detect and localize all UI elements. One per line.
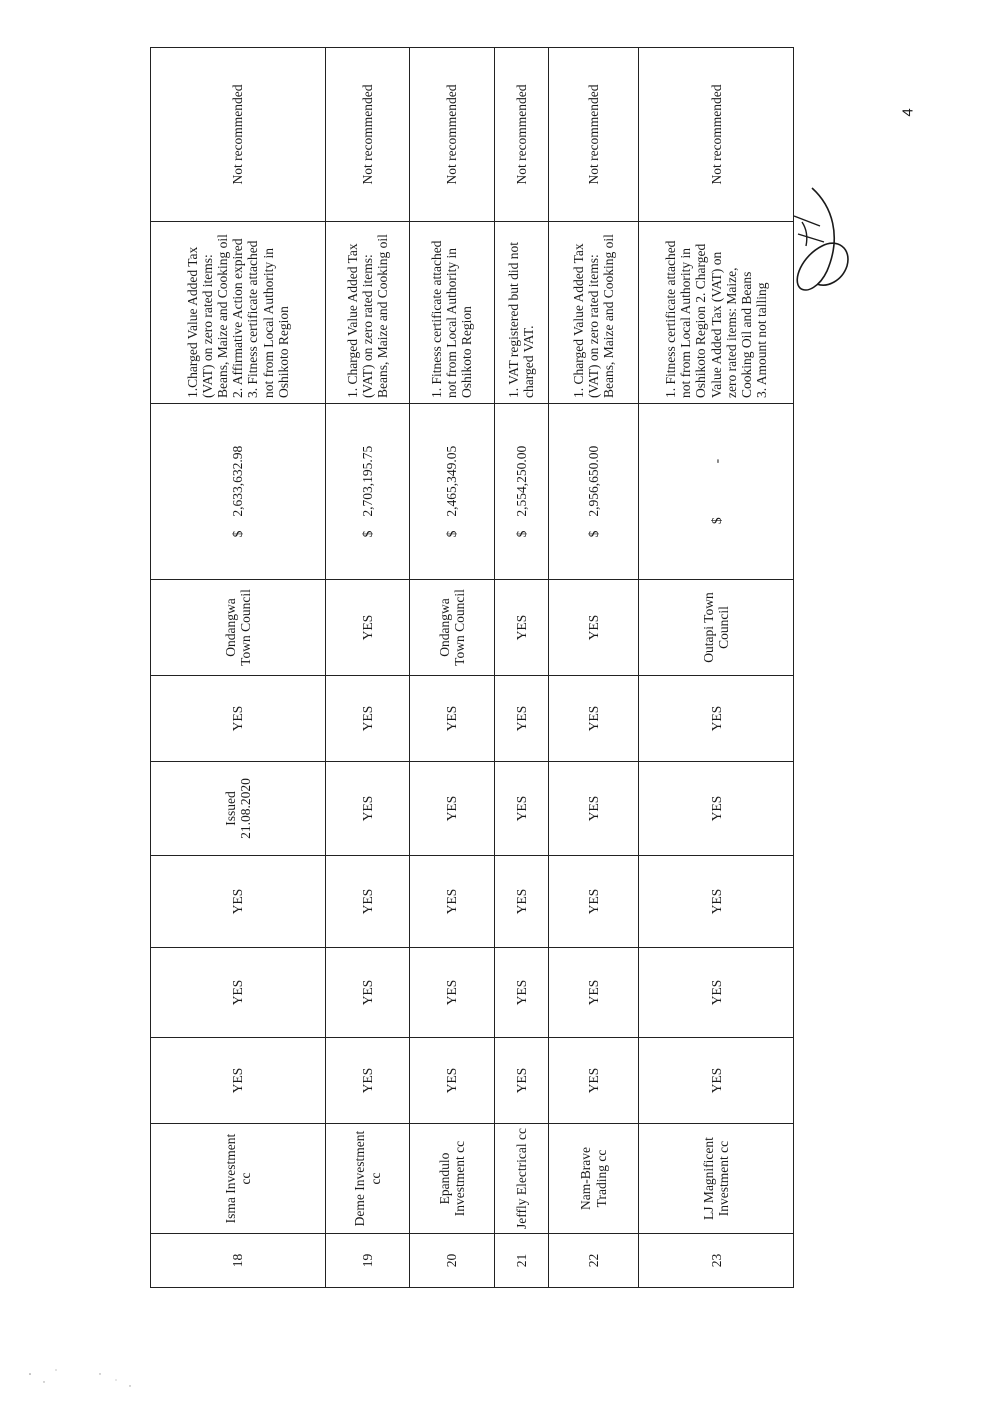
criterion-cell: YES <box>410 856 494 948</box>
currency-symbol: $ <box>513 530 529 538</box>
observation-line: 1.Charged Value Added Tax (VAT) on zero rated items: Beans, Maize and Cooking oil <box>185 234 231 398</box>
scan-specks <box>20 1360 140 1400</box>
recommendation: Not recommended <box>325 48 409 222</box>
bid-amount: 2,703,195.75 <box>359 445 375 517</box>
row-number: 23 <box>639 1234 794 1288</box>
table-row <box>548 48 638 1288</box>
criterion-cell: Issued 21.08.2020 <box>151 762 326 856</box>
bid-amount-cell <box>639 404 794 580</box>
currency-symbol: $ <box>359 530 375 538</box>
criterion-cell: YES <box>494 676 548 762</box>
criterion-cell: YES <box>494 580 548 676</box>
criterion-cell: YES <box>639 856 794 948</box>
evaluation-table-rotated <box>150 48 794 1288</box>
currency-symbol: $ <box>444 530 460 538</box>
signature-icon <box>772 176 862 306</box>
criterion-cell: YES <box>639 676 794 762</box>
criterion-cell: YES <box>494 1038 548 1124</box>
bid-amount: 2,633,632.98 <box>230 445 246 517</box>
table-row <box>494 48 548 1288</box>
criterion-cell: YES <box>151 948 326 1038</box>
bidder-name: Deme Investment cc <box>325 1124 409 1234</box>
bidder-name: Jeffly Electrical cc <box>494 1124 548 1234</box>
bidder-name: Nam-Brave Trading cc <box>548 1124 638 1234</box>
criterion-cell: YES <box>548 1038 638 1124</box>
row-number: 20 <box>410 1234 494 1288</box>
bid-amount: 2,554,250.00 <box>513 445 529 517</box>
table-body <box>151 48 794 1288</box>
criterion-cell: Ondangwa Town Council <box>410 580 494 676</box>
recommendation: Not recommended <box>639 48 794 222</box>
criterion-cell: YES <box>410 948 494 1038</box>
observations-cell <box>548 222 638 404</box>
observation-line: 3. Amount not talling <box>753 282 769 398</box>
criterion-cell: YES <box>410 762 494 856</box>
recommendation: Not recommended <box>151 48 326 222</box>
bid-amount-cell <box>548 404 638 580</box>
bid-amount-cell <box>410 404 494 580</box>
currency-symbol: $ <box>230 530 246 538</box>
observation-line: 1. Fitness certificate attached not from Local Authority in Oshikoto Region <box>429 240 475 398</box>
criterion-cell: YES <box>639 948 794 1038</box>
recommendation: Not recommended <box>548 48 638 222</box>
bid-amount: 2,465,349.05 <box>444 445 460 517</box>
observation-line: 1. VAT registered but did not charged VAT. <box>506 242 537 398</box>
criterion-cell: YES <box>151 676 326 762</box>
table-row <box>639 48 794 1288</box>
criterion-cell: YES <box>639 762 794 856</box>
recommendation: Not recommended <box>410 48 494 222</box>
observations-cell <box>639 222 794 404</box>
observations-cell <box>494 222 548 404</box>
page-number: 4 <box>899 108 917 117</box>
bid-amount-cell <box>325 404 409 580</box>
observation-line: 2. Affirmative Action expired <box>230 238 246 398</box>
criterion-cell: YES <box>325 676 409 762</box>
criterion-cell: YES <box>325 1038 409 1124</box>
criterion-cell: YES <box>325 856 409 948</box>
criterion-cell: Ondangwa Town Council <box>151 580 326 676</box>
bidder-name: Epandulo Investment cc <box>410 1124 494 1234</box>
bid-amount-cell <box>151 404 326 580</box>
criterion-cell: YES <box>548 580 638 676</box>
criterion-cell: YES <box>151 1038 326 1124</box>
bid-amount: - <box>708 458 724 464</box>
criterion-cell: YES <box>494 948 548 1038</box>
criterion-cell: YES <box>548 762 638 856</box>
criterion-cell: YES <box>325 580 409 676</box>
row-number: 18 <box>151 1234 326 1288</box>
currency-symbol: $ <box>708 517 724 525</box>
row-number: 21 <box>494 1234 548 1288</box>
observation-line: 1. Charged Value Added Tax (VAT) on zero rated items: Beans, Maize and Cooking oil <box>570 234 617 398</box>
observation-line: 3. Fitness certificate attached not from Local Authority in Oshikoto Region <box>245 240 291 398</box>
observations-cell <box>151 222 326 404</box>
criterion-cell: YES <box>548 948 638 1038</box>
criterion-cell: YES <box>325 948 409 1038</box>
criterion-cell: YES <box>410 1038 494 1124</box>
currency-symbol: $ <box>586 530 601 538</box>
criterion-cell: YES <box>410 676 494 762</box>
criterion-cell: YES <box>325 762 409 856</box>
criterion-cell: YES <box>494 856 548 948</box>
table-row <box>325 48 409 1288</box>
criterion-cell: YES <box>639 1038 794 1124</box>
observation-line: 1. Charged Value Added Tax (VAT) on zero rated items: Beans, Maize and Cooking oil <box>344 234 391 398</box>
bidder-name: Isma Investment cc <box>151 1124 326 1234</box>
observation-line: 1. Fitness certificate attached not from Local Authority in Oshikoto Region 2. Charged Value Added Tax (VAT) on zero rated items: Maize, Cooking Oil and Beans <box>663 240 754 398</box>
evaluation-table <box>150 47 794 1288</box>
observations-cell <box>410 222 494 404</box>
observations-cell <box>325 222 409 404</box>
criterion-cell: Outapi Town Council <box>639 580 794 676</box>
row-number: 19 <box>325 1234 409 1288</box>
table-row <box>410 48 494 1288</box>
criterion-cell: YES <box>151 856 326 948</box>
criterion-cell: YES <box>548 676 638 762</box>
bidder-name: LJ Magnificent Investment cc <box>639 1124 794 1234</box>
criterion-cell: YES <box>548 856 638 948</box>
bid-amount: 2,956,650.00 <box>586 445 601 517</box>
recommendation: Not recommended <box>494 48 548 222</box>
row-number: 22 <box>548 1234 638 1288</box>
bid-amount-cell <box>494 404 548 580</box>
table-row <box>151 48 326 1288</box>
criterion-cell: YES <box>494 762 548 856</box>
